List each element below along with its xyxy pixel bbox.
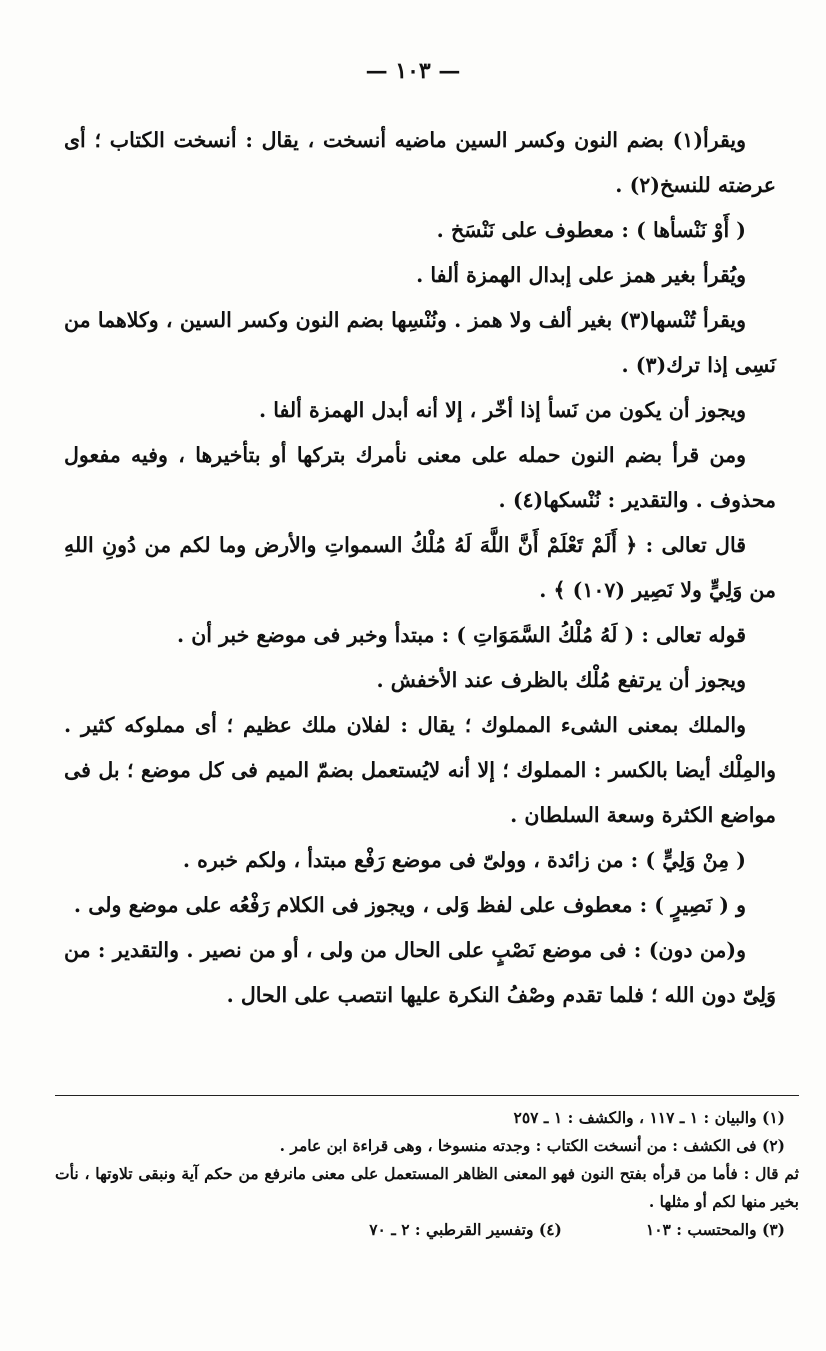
paragraph: ( أَوْ نَنْسأها ) : معطوف على نَنْسَخ . [436,218,746,242]
paragraph: ويقرأ(١) بضم النون وكسر السين ماضيه أنسخت ، يقال : أنسخت الكتاب ؛ أى عرضته للنسخ(٢) . [64,128,776,197]
footnotes [55,1104,799,1244]
footnote-2: (٢) فى الكشف : من أنسخت الكتاب : وجدته منسوخا ، وهى قراءة ابن عامر . [279,1136,785,1155]
footnote-divider [55,1095,799,1096]
paragraph: ويجوز أن يكون من نَسأ إذا أخّر ، إلا أنه أبدل الهمزة ألفا . [259,398,746,422]
paragraph: قال تعالى : ﴿ أَلَمْ تَعْلَمْ أَنَّ اللَّهَ لَهُ مُلْكُ السمواتِ والأرض وما لكم من دُونِ اللهِ من وَلِيٍّ ولا نَصِير (١٠٧) ﴾ . [64,533,776,602]
paragraph: و ( نَصِيرٍ ) : معطوف على لفظ وَلى ، ويجوز فى الكلام رَفْعُه على موضع ولى . [73,893,746,917]
footnote-spacer [576,1216,646,1244]
paragraph: والملك بمعنى الشىء المملوك ؛ يقال : لفلان ملك عظيم ؛ أى مملوكه كثير . والمِلْك أيضا بالكسر : المملوك ؛ إلا أنه لايُستعمل بضمّ الميم فى كل موضع ؛ بل فى مواضع الكثرة وسعة السلطان . [64,713,776,827]
paragraph: ومن قرأ بضم النون حمله على معنى نأمرك بتركها أو بتأخيرها ، وفيه مفعول محذوف . والتقدير : نُنْسكها(٤) . [64,443,776,512]
footnote-1: (١) والبيان : ١ ـ ١١٧ ، والكشف : ١ ـ ٢٥٧ [513,1108,785,1127]
footnote-row [55,1216,799,1244]
paragraph: ( مِنْ وَلِيٍّ ) : من زائدة ، وولىّ فى موضع رَفْع مبتدأ ، ولكم خبره . [182,848,746,872]
paragraph: و(من دون) : فى موضع نَصْبٍ على الحال من ولى ، أو من نصير . والتقدير : من وَلِىّ دون الله ؛ فلما تقدم وصْفُ النكرة عليها انتصب على الحال . [64,938,776,1007]
paragraph: ويُقرأ بغير همز على إبدال الهمزة ألفا . [416,263,746,287]
main-text [64,118,776,1018]
paragraph: ويقرأ تُنْسها(٣) بغير ألف ولا همز . ونُنْسِها بضم النون وكسر السين ، وكلاهما من نَسِى إذا ترك(٣) . [64,308,776,377]
paragraph: قوله تعالى : ( لَهُ مُلْكُ السَّمَوَاتِ ) : مبتدأ وخبر فى موضع خبر أن . [176,623,746,647]
footnote-3: (٣) والمحتسب : ١٠٣ [645,1220,785,1239]
footnote-2-continued: ثم قال : فأما من قرأه بفتح النون فهو المعنى الظاهر المستعمل على معنى مانرفع من حكم آية ونبقى تلاوتها ، نأت بخير منها لكم أو مثلها . [55,1164,799,1211]
page-number: — ١٠٣ — [365,58,461,84]
paragraph: ويجوز أن يرتفع مُلْك بالظرف عند الأخفش . [376,668,746,692]
footnote-4: (٤) وتفسير القرطبي : ٢ ـ ٧٠ [369,1220,562,1239]
